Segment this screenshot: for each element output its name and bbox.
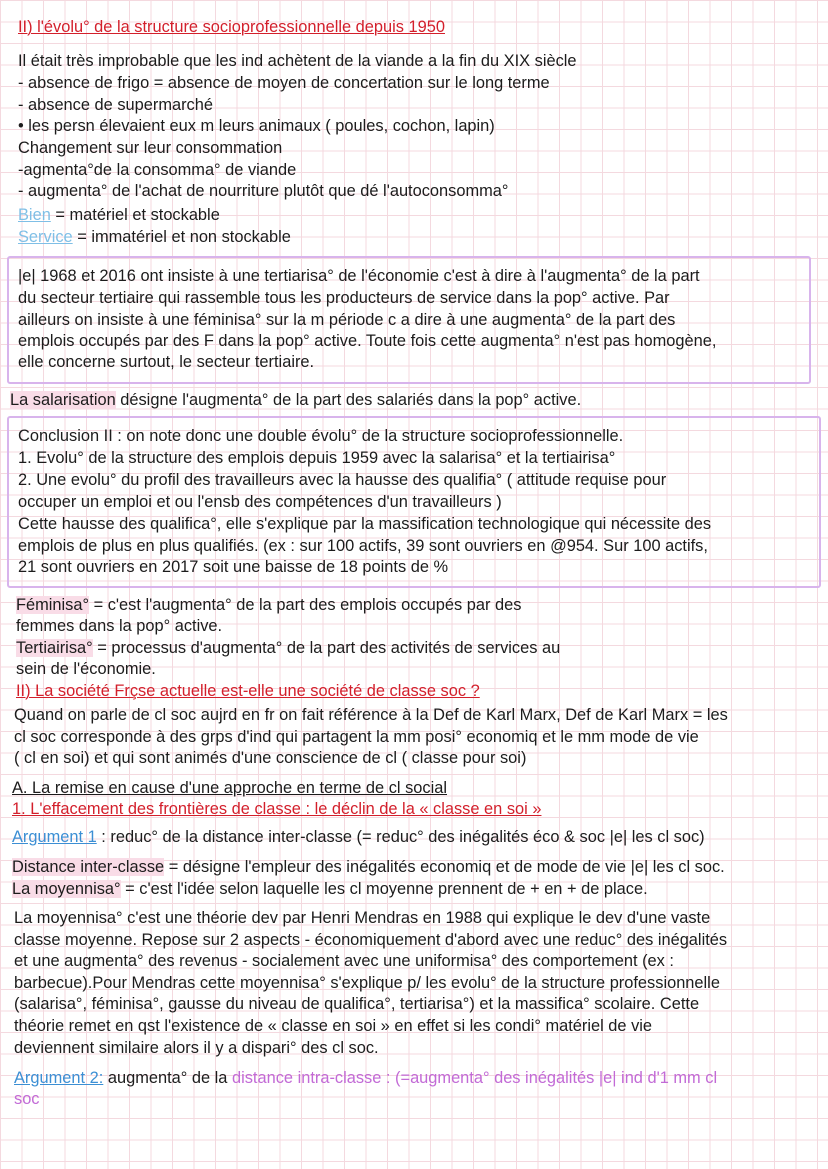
definition-service [18, 227, 291, 248]
definition-bien [18, 205, 220, 226]
text-line: femmes dans la pop° active. [16, 617, 223, 635]
term-tertiairisation: Tertiairisa° [16, 639, 93, 657]
paragraph-line: barbecue).Pour Mendras cette moyennisa° s'explique p/ les evolu° de la structure professionnelle [14, 974, 720, 992]
text-line: - augmenta° de l'achat de nourriture plutôt que dé l'autoconsomma° [18, 182, 509, 200]
box-line: |e| 1968 et 2016 ont insiste à une tertiarisa° de l'économie c'est à dire à l'augmenta° de la part [18, 267, 700, 285]
box-line: Cette hausse des qualifica°, elle s'explique par la massification technologique qui nécessite des [18, 515, 712, 533]
paragraph-line: La moyennisa° c'est une théorie dev par Henri Mendras en 1988 qui explique le dev d'une vaste [14, 909, 711, 927]
definition-text: = c'est l'augmenta° de la part des emplois occupés par des [89, 596, 522, 614]
definition-text: désigne l'augmenta° de la part des salariés dans la pop° active. [115, 391, 582, 409]
definition-text: = immatériel et non stockable [72, 228, 291, 246]
box-line: emplois de plus en plus qualifiés. (ex : sur 100 actifs, 39 sont ouvriers en @954. Sur 100 actifs, [18, 537, 708, 555]
paragraph-line: théorie remet en qst l'existence de « classe en soi » en effet si les condi° matériel de vie [14, 1017, 653, 1035]
argument-2-continuation: soc [14, 1090, 40, 1108]
definition-moyennisation [12, 879, 648, 900]
definition-distance [12, 857, 725, 878]
box-line: elle concerne surtout, le secteur tertiaire. [18, 353, 315, 371]
box-line: 21 sont ouvriers en 2017 soit une baisse de 18 points de % [18, 558, 449, 576]
argument-text: : reduc° de la distance inter-classe (= reduc° des inégalités éco & soc |e| les cl soc) [96, 828, 705, 846]
text-line: ( cl en soi) et qui sont animés d'une conscience de cl ( classe pour soi) [14, 749, 527, 767]
box-line: occuper un emploi et ou l'ensb des compétences d'un travailleurs ) [18, 493, 502, 511]
box-line: 1. Evolu° de la structure des emplois depuis 1959 avec la salarisa° et la tertiairisa° [18, 449, 616, 467]
definition-text: = processus d'augmenta° de la part des activités de services au [92, 639, 561, 657]
box-line: 2. Une evolu° du profil des travailleurs avec la hausse des qualifia° ( attitude requise pour [18, 471, 667, 489]
paragraph-line: classe moyenne. Repose sur 2 aspects - économiquement d'abord avec une reduc° des inégalités [14, 931, 728, 949]
section-heading-2: II) La société Frçse actuelle est-elle une société de classe soc ? [16, 682, 480, 700]
term-service: Service [18, 228, 73, 246]
argument-text: augmenta° de la [103, 1069, 232, 1087]
text-line: - absence de supermarché [18, 96, 213, 114]
paragraph-line: et une augmenta° des revenus - socialement avec une uniformisa° des comportement (ex : [14, 952, 674, 970]
argument-1-label: Argument 1 [12, 828, 97, 846]
subheading-1: 1. L'effacement des frontières de classe : le déclin de la « classe en soi » [12, 800, 542, 818]
text-line: -agmenta°de la consomma° de viande [18, 161, 297, 179]
paragraph-line: (salarisa°, féminisa°, gausse du niveau de qualifica°, tertiarisa°) et la massifica° scolaire. Cette [14, 995, 700, 1013]
term-distance-inter-classe: Distance inter-classe [12, 858, 165, 876]
text-line: Quand on parle de cl soc aujrd en fr on fait référence à la Def de Karl Marx, Def de Karl Marx = les [14, 706, 728, 724]
definition-text: = désigne l'empleur des inégalités economiq et de mode de vie |e| les cl soc. [164, 858, 725, 876]
term-feminisation: Féminisa° [16, 596, 90, 614]
argument-2 [14, 1068, 717, 1089]
text-line: • les persn élevaient eux m leurs animaux ( poules, cochon, lapin) [18, 117, 495, 135]
text-line: Changement sur leur consommation [18, 139, 283, 157]
term-salarisation: La salarisation [10, 391, 116, 409]
subheading-a: A. La remise en cause d'une approche en terme de cl social [12, 779, 448, 797]
distance-intra-classe-text: distance intra-classe : (=augmenta° des inégalités |e| ind d'1 mm cl [231, 1069, 718, 1087]
definition-salarisation [10, 390, 581, 411]
definition-feminisation [16, 595, 521, 616]
definition-tertiairisation [16, 638, 560, 659]
argument-1 [12, 827, 705, 848]
term-moyennisation: La moyennisa° [12, 880, 121, 898]
term-bien: Bien [18, 206, 51, 224]
section-heading-1: II) l'évolu° de la structure socioprofessionnelle depuis 1950 [18, 18, 445, 36]
text-line: sein de l'économie. [16, 660, 156, 678]
box-line: Conclusion II : on note donc une double évolu° de la structure socioprofessionnelle. [18, 427, 624, 445]
definition-text: = matériel et stockable [50, 206, 220, 224]
text-line: Il était très improbable que les ind achètent de la viande a la fin du XIX siècle [18, 52, 577, 70]
text-line: - absence de frigo = absence de moyen de concertation sur le long terme [18, 74, 550, 92]
paragraph-line: deviennent similaire alors il y a dispari° des cl soc. [14, 1039, 379, 1057]
argument-2-label: Argument 2: [14, 1069, 104, 1087]
definition-text: = c'est l'idée selon laquelle les cl moyenne prennent de + en + de place. [120, 880, 648, 898]
box-line: emplois occupés par des F dans la pop° active. Toute fois cette augmenta° n'est pas homogène, [18, 332, 717, 350]
box-line: ailleurs on insiste à une féminisa° sur la m période c a dire à une augmenta° de la part des [18, 311, 676, 329]
text-line: cl soc corresponde à des grps d'ind qui partagent la mm posi° economiq et le mm mode de vie [14, 728, 699, 746]
box-line: du secteur tertiaire qui rassemble tous les producteurs de service dans la pop° active. Par [18, 289, 670, 307]
